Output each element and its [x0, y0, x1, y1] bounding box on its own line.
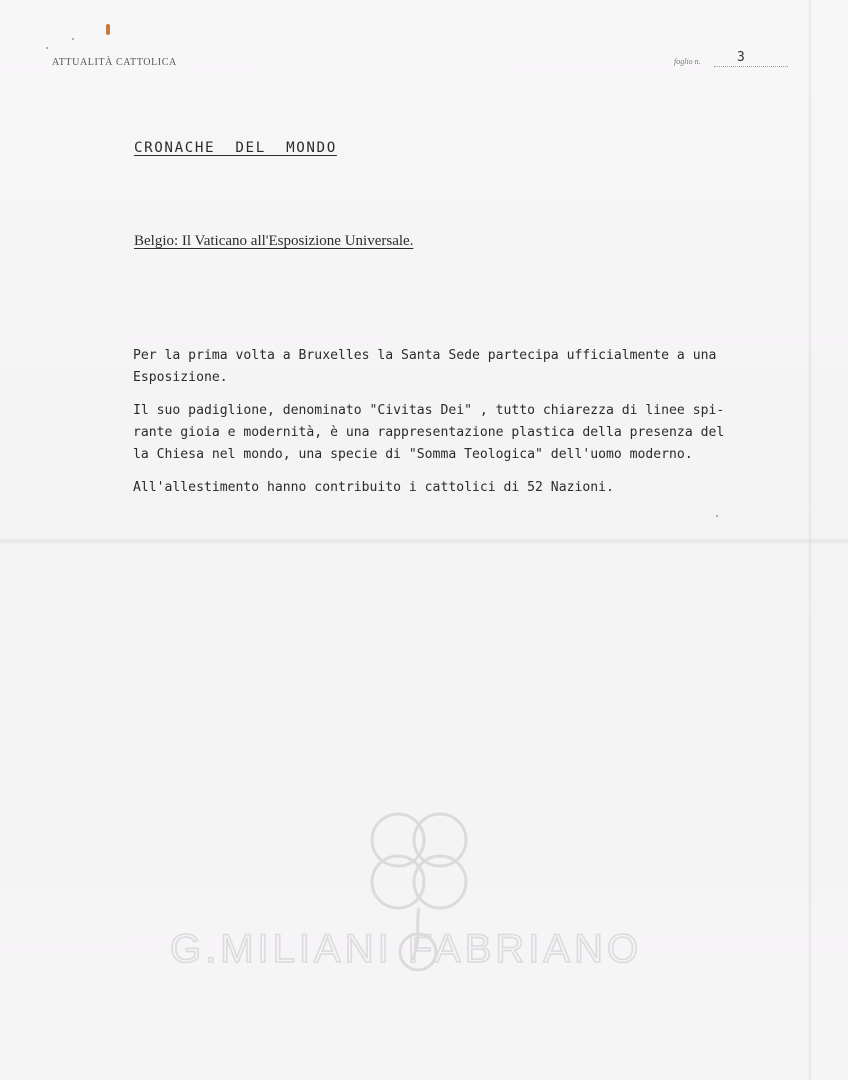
paragraph-2: [133, 400, 773, 466]
paragraph-line: Esposizione.: [133, 370, 228, 385]
sheet-label: foglio n.: [674, 57, 701, 66]
sheet-number-field: [674, 50, 788, 68]
watermark-text: G.MILIANI FABRIANO: [170, 927, 643, 971]
paper-speck: [716, 515, 718, 517]
rust-stain-mark: [106, 24, 110, 35]
paper-speck: [72, 38, 74, 40]
paragraph-line: la Chiesa nel mondo, una specie di "Somma Teologica" dell'uomo moderno.: [133, 447, 693, 462]
article-title: Belgio: Il Vaticano all'Esposizione Universale.: [134, 233, 414, 249]
paper-speck: [46, 47, 48, 49]
paragraph-line: rante gioia e modernità, è una rappresentazione plastica della presenza del: [133, 425, 725, 440]
paragraph-line: Per la prima volta a Bruxelles la Santa Sede partecipa ufficialmente a una: [133, 348, 717, 363]
paragraph-1: [133, 345, 773, 389]
clover-watermark-icon: [160, 800, 680, 990]
sheet-number: 3: [737, 50, 745, 65]
paper-watermark: [160, 800, 680, 990]
vertical-fold-crease: [808, 0, 812, 1080]
paragraph-line: All'allestimento hanno contribuito i cattolici di 52 Nazioni.: [133, 480, 614, 495]
publication-name: ATTUALITÀ CATTOLICA: [52, 57, 177, 68]
horizontal-fold-crease: [0, 538, 848, 544]
paragraph-3: [133, 477, 773, 499]
paragraph-line: Il suo padiglione, denominato "Civitas Dei" , tutto chiarezza di linee spi-: [133, 403, 725, 418]
section-title: CRONACHE DEL MONDO: [134, 140, 337, 156]
sheet-dotted-line: [714, 66, 788, 67]
